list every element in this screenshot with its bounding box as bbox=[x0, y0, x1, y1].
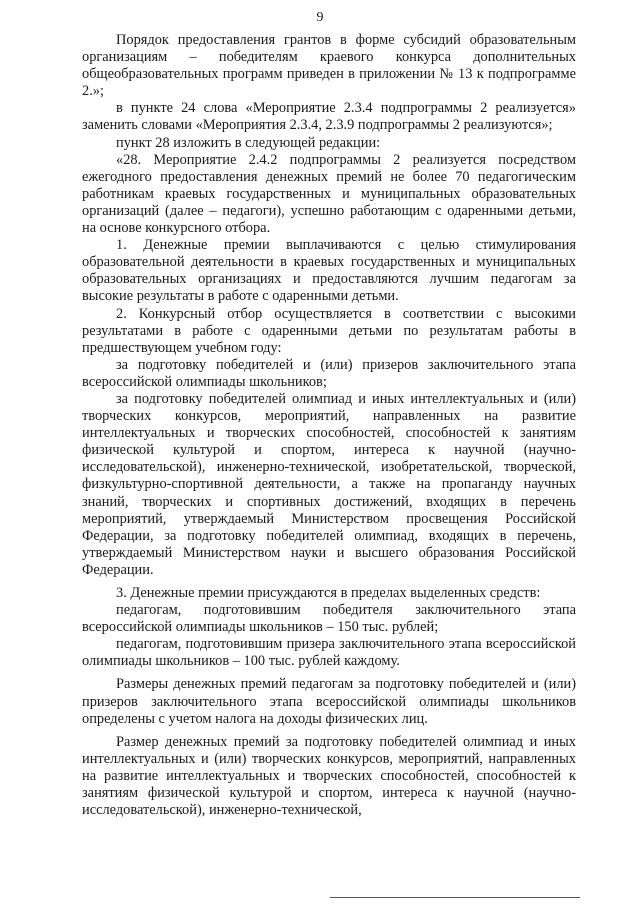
paragraph-criterion-contests: за подготовку победителей олимпиад и иных интеллектуальных и (или) творческих конкурсов, мероприятий, направленных на развитие интеллектуальных и творческих способностей, способностей к занятиям физической культурой и спортом, интереса к научной (научно-исследовательской), инженерно-технической, изобретательской, творческой, физкультурно-спортивной деятельности, а также на пропаганду научных знаний, творческих и спортивных достижений, входящих в перечень мероприятий, утверждаемый Министерством просвещения Российской Федерации, за подготовку победителей олимпиад, входящих в перечень, утверждаемый Министерством науки и высшего образования Российской Федерации. bbox=[82, 390, 576, 578]
page-number: 9 bbox=[316, 10, 324, 25]
document-body bbox=[82, 32, 576, 819]
paragraph-premium-prizewinner: педагогам, подготовившим призера заключительного этапа всероссийской олимпиады школьников – 100 тыс. рублей каждому. bbox=[82, 636, 576, 670]
paragraph-measure-2-4-2: «28. Мероприятие 2.4.2 подпрограммы 2 реализуется посредством ежегодного предоставления денежных премий не более 70 педагогическим работникам краевых государственных и муниципальных образовательных организаций (далее – педагоги), успешно работающим с одаренными детьми, на основе конкурсного отбора. bbox=[82, 151, 576, 237]
paragraph-item-24: в пункте 24 слова «Мероприятие 2.3.4 подпрограммы 2 реализуется» заменить словами «Мероприятия 2.3.4, 2.3.9 подпрограммы 2 реализуются»; bbox=[82, 100, 576, 134]
paragraph-selection-criteria: 2. Конкурсный отбор осуществляется в соответствии с высокими результатами в работе с одаренными детьми по результатам работы в предшествующем учебном году: bbox=[82, 305, 576, 356]
paragraph-premium-tax: Размеры денежных премий педагогам за подготовку победителей и (или) призеров заключительного этапа всероссийской олимпиады школьников определены с учетом налога на доходы физических лиц. bbox=[82, 676, 576, 727]
paragraph-grants-order: Порядок предоставления грантов в форме субсидий образовательным организациям – победителям краевого конкурса дополнительных общеобразовательных программ приведен в приложении № 13 к подпрограмме 2.»; bbox=[82, 32, 576, 100]
paragraph-item-28-intro: пункт 28 изложить в следующей редакции: bbox=[116, 134, 381, 151]
paragraph-premiums-purpose: 1. Денежные премии выплачиваются с целью стимулирования образовательной деятельности в краевых государственных и муниципальных образовательных организациях и предоставляются лучшим педагогам за высокие результаты в работе с одаренными детьми. bbox=[82, 237, 576, 305]
paragraph-premiums-awarded: 3. Денежные премии присуждаются в пределах выделенных средств: bbox=[116, 585, 541, 601]
paragraph-criterion-olympiad: за подготовку победителей и (или) призеров заключительного этапа всероссийской олимпиады школьников; bbox=[82, 356, 576, 390]
footer-rule bbox=[330, 897, 580, 898]
paragraph-premium-winner: педагогам, подготовившим победителя заключительного этапа всероссийской олимпиады школьников – 150 тыс. рублей; bbox=[82, 602, 576, 636]
paragraph-premium-size: Размер денежных премий за подготовку победителей олимпиад и иных интеллектуальных и (или) творческих конкурсов, мероприятий, направленных на развитие интеллектуальных и творческих способностей, способностей к занятиям физической культурой и спортом, интереса к научной (научно-исследовательской), инженерно-технической, bbox=[82, 733, 576, 819]
